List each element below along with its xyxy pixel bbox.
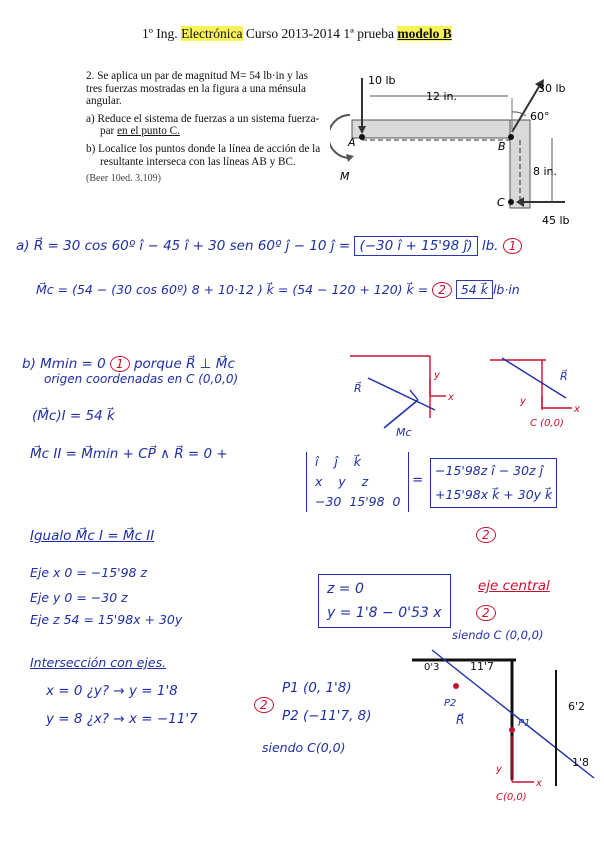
label-m: M — [340, 170, 350, 183]
int-y8: y = 8 ¿x? → x = −11'7 — [46, 711, 198, 727]
page-title — [142, 26, 452, 42]
p2: P2 (−11'7, 8) — [282, 708, 372, 724]
b-mark-1: 1 — [110, 356, 130, 372]
s3-62: 6'2 — [568, 700, 586, 713]
eje-z: Eje z 54 = 15'98x + 30y — [30, 612, 183, 627]
model-label: modelo B — [397, 26, 452, 41]
a-M-equation: M⃗c = (54 − (30 cos 60º) 8 + 10·12 ) k⃗ = (54 − 120 + 120) k⃗ = — [36, 282, 429, 297]
a-M-result: 54 k⃗ — [456, 280, 493, 299]
s3-18: 1'8 — [572, 756, 590, 769]
int-mark: 2 — [254, 697, 274, 713]
s3-y: y — [496, 764, 502, 775]
bracket-figure — [330, 70, 575, 230]
label-8in: 8 in. — [533, 165, 558, 178]
s3-P1: P1 — [518, 718, 531, 729]
siendo-c2: siendo C(0,0) — [262, 740, 346, 755]
solution-a-M — [36, 282, 520, 298]
b-reason: porque R⃗ ⊥ M⃗c — [133, 356, 235, 372]
s1-Mc: Mc — [396, 426, 412, 438]
label-12in: 12 in. — [426, 90, 458, 103]
s2-y: y — [520, 396, 526, 407]
b-mmin: Mmin = 0 — [40, 356, 106, 372]
label-c: C — [497, 196, 505, 209]
part-a-underlined: en el punto C. — [117, 125, 180, 138]
label-10lb: 10 lb — [368, 74, 396, 87]
a-label: a) — [16, 238, 30, 254]
int-mark-wrap — [254, 696, 274, 714]
result-z: z = 0 — [327, 581, 364, 597]
s3-p2-dot — [453, 683, 459, 689]
b-mark-2: 2 — [476, 527, 496, 543]
sketch-resultant — [488, 352, 598, 432]
course-prefix: 1º Ing. — [142, 26, 178, 41]
s3-R: R⃗ — [456, 713, 465, 727]
s1-y: y — [434, 370, 440, 381]
s1-R: R⃗ — [354, 382, 362, 395]
s3-C: C(0,0) — [496, 792, 527, 803]
label-angle: 60° — [530, 110, 550, 123]
b-mc-II: M⃗c II = M⃗min + CP⃗ ∧ R⃗ = 0 + — [30, 446, 228, 462]
central-axis-result — [318, 574, 451, 628]
a-mark-1: 1 — [503, 238, 523, 254]
determinant — [306, 452, 409, 512]
det-result-2: +15'98x k⃗ + 30y k⃗ — [435, 487, 553, 502]
s3-x: x — [536, 778, 542, 789]
s3-P2: P2 — [444, 698, 457, 709]
label-b: B — [498, 140, 506, 153]
point-c — [508, 199, 514, 205]
s2-R: R⃗ — [560, 370, 568, 383]
det-row-2: x y z — [315, 474, 369, 489]
central-mark-wrap — [476, 604, 496, 622]
label-30lb: 30 lb — [538, 82, 566, 95]
equal-label: Igualo M⃗c I = M⃗c II — [30, 528, 155, 544]
problem-number: 2. — [86, 70, 95, 82]
a-R-unit: lb. — [481, 238, 499, 254]
part-a: a) Reduce el sistema de fuerzas a un sistema fuerza-par — [86, 112, 320, 138]
course-suffix: Curso 2013-2014 1ª prueba — [245, 26, 394, 41]
solution-b-mmin — [22, 356, 235, 372]
b-mc-I: (M⃗c)I = 54 k⃗ — [32, 408, 115, 424]
sketch-intersections — [404, 648, 602, 808]
part-b: b) Localice los puntos donde la línea de acción de la resultante interseca con las líneas AB y BC. — [86, 142, 321, 168]
a-R-result: (−30 î + 15'98 ĵ) — [354, 236, 477, 256]
point-b — [508, 134, 514, 140]
a-R-equation: R⃗ = 30 cos 60º î − 45 î + 30 sen 60º ĵ − 10 ĵ = — [33, 238, 351, 254]
a-M-unit: lb·in — [492, 282, 520, 297]
p1: P1 (0, 1'8) — [282, 680, 352, 696]
s3-p1-dot — [509, 727, 515, 733]
sketch-moment — [350, 348, 460, 438]
s3-117: 11'7 — [470, 660, 495, 673]
det-row-3: −30 15'98 0 — [315, 494, 401, 509]
solution-a-R — [16, 238, 522, 254]
course-highlight: Electrónica — [181, 26, 243, 41]
intersection-title: Intersección con ejes. — [30, 655, 167, 670]
det-result — [430, 458, 557, 508]
eje-x: Eje x 0 = −15'98 z — [30, 565, 148, 580]
b-label: b) — [22, 356, 36, 372]
a-mark-2: 2 — [432, 282, 452, 298]
s2-x: x — [574, 404, 580, 415]
siendo-c1: siendo C (0,0,0) — [452, 628, 544, 642]
s2-C: C (0,0) — [530, 418, 564, 429]
b-mark-2-wrap — [476, 526, 496, 544]
b-origin: origen coordenadas en C (0,0,0) — [44, 372, 239, 386]
s3-03: 0'3 — [424, 662, 440, 673]
s1-x: x — [448, 392, 454, 403]
reference: (Beer 10ed. 3.109) — [86, 173, 161, 185]
det-result-1: −15'98z î − 30z ĵ — [435, 463, 544, 478]
eje-central: eje central — [478, 578, 550, 594]
det-eq: = — [412, 472, 424, 488]
result-y: y = 1'8 − 0'53 x — [327, 605, 442, 621]
int-x0: x = 0 ¿y? → y = 1'8 — [46, 683, 178, 699]
label-a: A — [348, 136, 356, 149]
problem-statement — [86, 70, 326, 191]
eje-y: Eje y 0 = −30 z — [30, 590, 128, 605]
central-mark: 2 — [476, 605, 496, 621]
point-a — [359, 134, 365, 140]
problem-text: Se aplica un par de magnitud M= 54 lb·in y las tres fuerzas mostradas en la figura a una ménsula angular. — [86, 70, 308, 108]
label-45lb: 45 lb — [542, 214, 570, 227]
det-row-1: î ĵ k⃗ — [315, 454, 361, 469]
